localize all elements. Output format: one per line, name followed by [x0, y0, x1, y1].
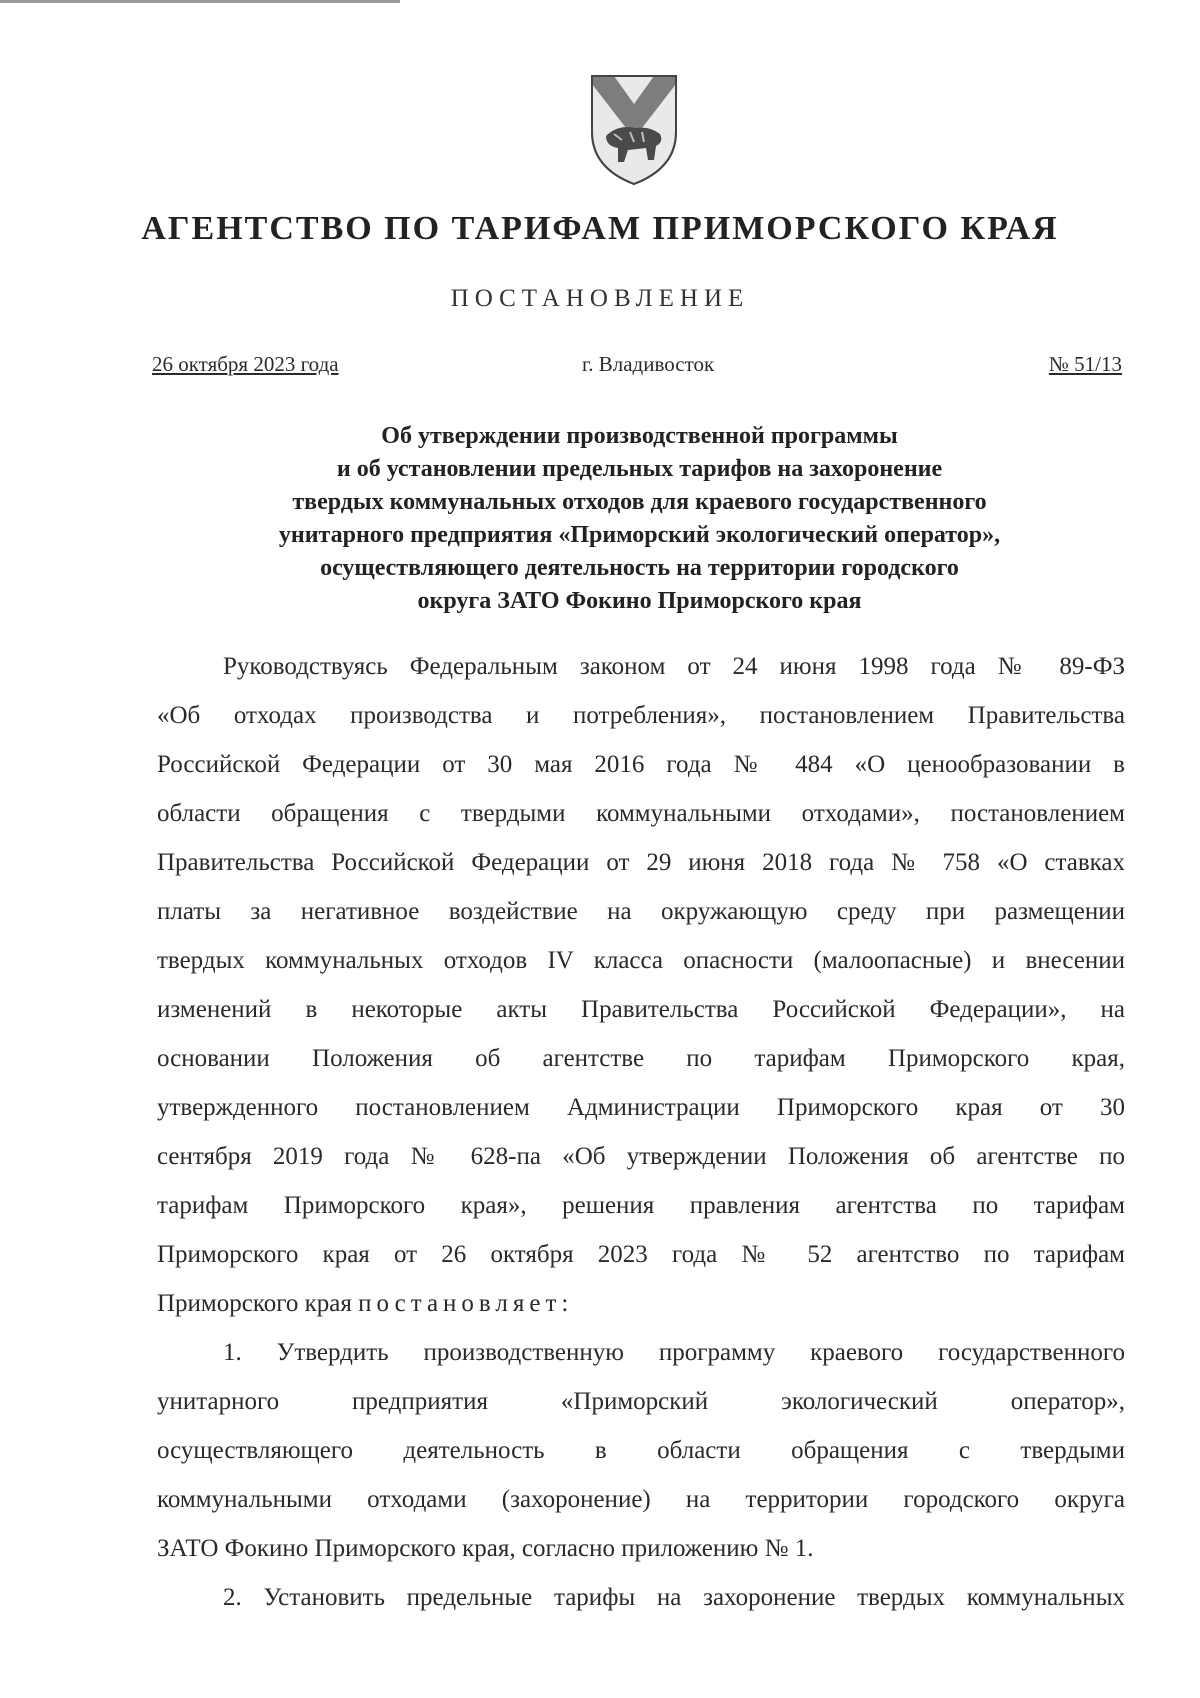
preamble-line: твердых коммунальных отходов IV класса опасности (малоопасные) и внесении	[157, 947, 1125, 974]
heading-line: твердых коммунальных отходов для краевого государственного	[292, 489, 987, 515]
preamble-line: Приморского края от 26 октября 2023 года № 52 агентство по тарифам	[157, 1241, 1125, 1268]
primorsky-coat-of-arms-icon	[584, 70, 684, 190]
agency-title: АГЕНТСТВО ПО ТАРИФАМ ПРИМОРСКОГО КРАЯ	[141, 210, 1059, 247]
document-city: г. Владивосток	[582, 352, 715, 376]
document-body	[157, 642, 1125, 1622]
decree-word: постановляет:	[358, 1290, 574, 1317]
preamble-line: изменений в некоторые акты Правительства Российской Федерации», на	[157, 996, 1125, 1023]
preamble-line: платы за негативное воздействие на окружающую среду при размещении	[157, 898, 1125, 925]
preamble-line: тарифам Приморского края», решения правления агентства по тарифам	[157, 1192, 1125, 1219]
document-heading	[152, 420, 1127, 618]
preamble-closing-line	[157, 1279, 1125, 1328]
preamble-line: основании Положения об агентстве по тарифам Приморского края,	[157, 1045, 1125, 1072]
item1-line: осуществляющего деятельность в области обращения с твердыми	[157, 1437, 1125, 1464]
preamble-line: «Об отходах производства и потребления», постановлением Правительства	[157, 702, 1125, 729]
item2-line: 2. Установить предельные тарифы на захоронение твердых коммунальных	[223, 1584, 1125, 1611]
document-date: 26 октября 2023 года	[152, 352, 339, 376]
scan-edge-mark	[0, 0, 400, 3]
preamble-line: утвержденного постановлением Администрации Приморского края от 30	[157, 1094, 1125, 1121]
item1-line: ЗАТО Фокино Приморского края, согласно приложению № 1.	[157, 1535, 814, 1562]
preamble-tail: Приморского края	[157, 1290, 352, 1317]
preamble-line: Правительства Российской Федерации от 29 июня 2018 года № 758 «О ставках	[157, 849, 1125, 876]
item1-line: 1. Утвердить производственную программу краевого государственного	[223, 1339, 1125, 1366]
heading-line: осуществляющего деятельность на территории городского	[320, 555, 959, 581]
preamble-line: Руководствуясь Федеральным законом от 24 июня 1998 года № 89-ФЗ	[223, 653, 1125, 680]
heading-line: округа ЗАТО Фокино Приморского края	[417, 588, 862, 614]
heading-line: и об установлении предельных тарифов на захоронение	[336, 456, 943, 482]
heading-line: унитарного предприятия «Приморский экологический оператор»,	[278, 522, 1001, 548]
preamble-line: сентября 2019 года № 628-па «Об утверждении Положения об агентстве по	[157, 1143, 1125, 1170]
preamble-line: области обращения с твердыми коммунальными отходами», постановлением	[157, 800, 1125, 827]
heading-line: Об утверждении производственной программы	[381, 423, 898, 449]
document-number: № 51/13	[1048, 352, 1122, 376]
document-type: ПОСТАНОВЛЕНИЕ	[450, 285, 750, 312]
item1-line: коммунальными отходами (захоронение) на территории городского округа	[157, 1486, 1125, 1513]
preamble-line: Российской Федерации от 30 мая 2016 года № 484 «О ценообразовании в	[157, 751, 1125, 778]
item1-line: унитарного предприятия «Приморский экологический оператор»,	[157, 1388, 1125, 1415]
